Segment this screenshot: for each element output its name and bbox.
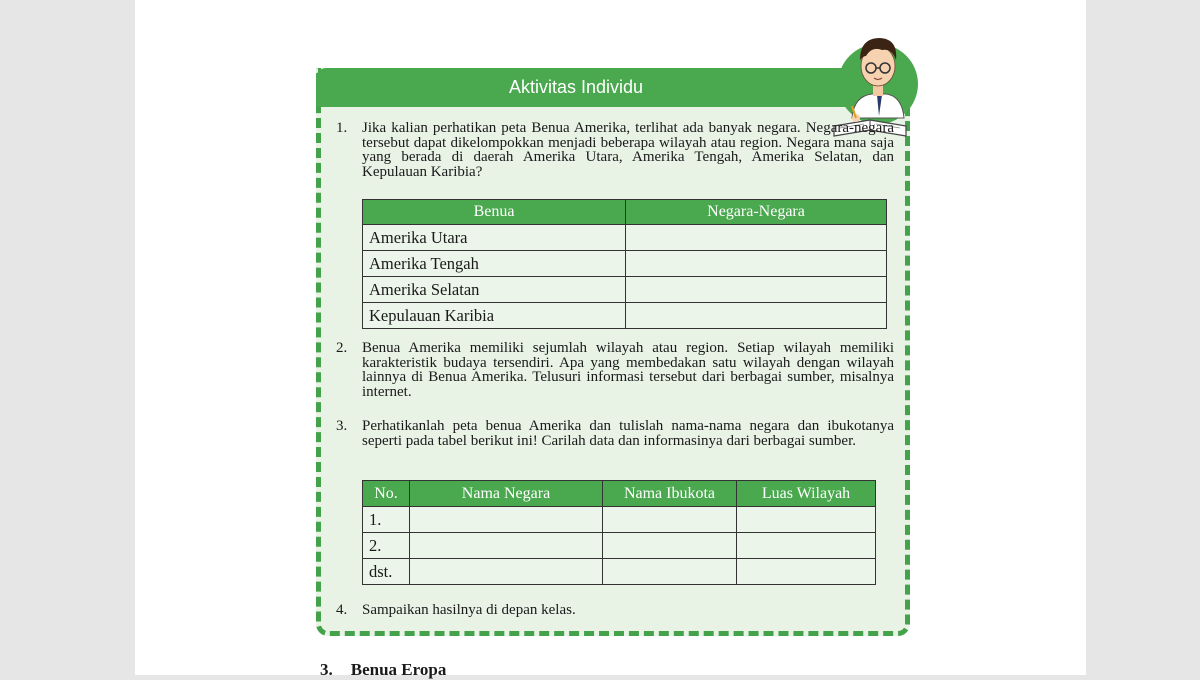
table-cell: 1. [363, 507, 410, 533]
question-2-text: Benua Amerika memiliki sejumlah wilayah atau region. Setiap wilayah memiliki karakteristik budaya tersendiri. Apa yang membedakan satu wilayah dengan wilayah lainnya di Benua Amerika. Telusuri informasi tersebut dari berbagai sumber, misalnya internet. [362, 340, 894, 400]
country-table [362, 480, 876, 585]
activity-box-header [316, 68, 910, 107]
section-number: 3. [320, 660, 333, 679]
table-cell: Amerika Tengah [363, 251, 626, 277]
table-row [363, 251, 887, 277]
table-row [363, 225, 887, 251]
table-cell: Kepulauan Karibia [363, 303, 626, 329]
question-4-text: Sampaikan hasilnya di depan kelas. [362, 602, 576, 618]
table-row [363, 559, 876, 585]
table-row [363, 533, 876, 559]
table-cell-empty [737, 507, 876, 533]
table-cell-empty [603, 507, 737, 533]
table-header-cell: No. [363, 481, 410, 507]
question-2-number: 2. [336, 340, 348, 356]
table-header-cell: Luas Wilayah [737, 481, 876, 507]
table-cell-empty [603, 559, 737, 585]
table-cell-empty [737, 559, 876, 585]
section-title: Benua Eropa [350, 660, 447, 679]
table-header-cell: Nama Negara [410, 481, 603, 507]
table-cell: Amerika Utara [363, 225, 626, 251]
question-4-number: 4. [336, 602, 348, 618]
table-cell-empty [603, 533, 737, 559]
question-1-text: Jika kalian perhatikan peta Benua Amerika, terlihat ada banyak negara. Negara-negara tersebut dapat dikelompokkan menjadi beberapa wilayah atau region. Negara mana saja yang berada di daerah Amerika Utara, Amerika Tengah, Amerika Selatan, dan Kepulauan Karibia? [362, 120, 894, 180]
table-cell: Amerika Selatan [363, 277, 626, 303]
table-cell: dst. [363, 559, 410, 585]
table-cell-empty [626, 303, 887, 329]
table-cell-empty [626, 251, 887, 277]
question-1-number: 1. [336, 120, 348, 136]
table-row [363, 303, 887, 329]
table-header-row [363, 200, 887, 225]
question-3-number: 3. [336, 418, 348, 434]
table-header-cell: Nama Ibukota [603, 481, 737, 507]
activity-box-title: Aktivitas Individu [508, 77, 644, 97]
table-cell-empty [410, 559, 603, 585]
table-row [363, 507, 876, 533]
table-cell-empty [626, 277, 887, 303]
table-header-row [363, 481, 876, 507]
section-heading [320, 660, 446, 680]
table-cell-empty [737, 533, 876, 559]
table-cell: 2. [363, 533, 410, 559]
table-cell-empty [410, 507, 603, 533]
table-header-cell: Benua [363, 200, 626, 225]
table-header-cell: Negara-Negara [626, 200, 887, 225]
continent-table [362, 199, 887, 329]
table-row [363, 277, 887, 303]
question-3-text: Perhatikanlah peta benua Amerika dan tulislah nama-nama negara dan ibukotanya seperti pada tabel berikut ini! Carilah data dan informasinya dari berbagai sumber. [362, 418, 894, 449]
table-cell-empty [626, 225, 887, 251]
table-cell-empty [410, 533, 603, 559]
